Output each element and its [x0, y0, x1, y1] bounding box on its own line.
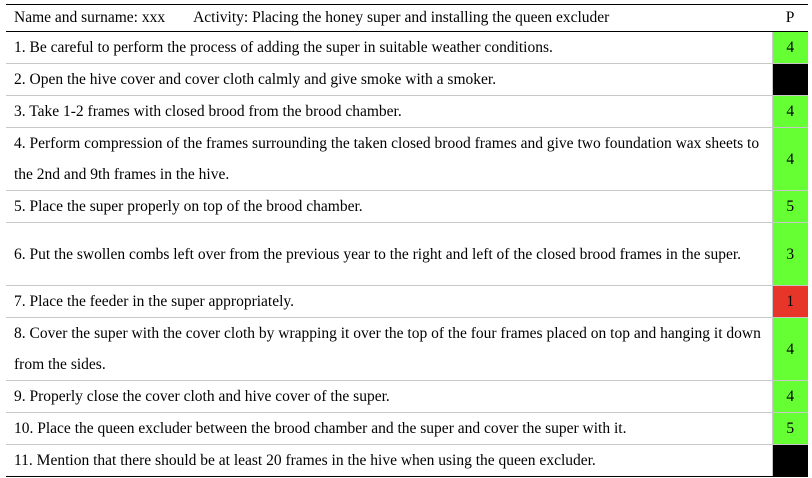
table-row — [6, 445, 808, 477]
activity-step-text: 7. Place the feeder in the super appropriately. — [6, 286, 772, 318]
name-label: Name and surname: xxx — [14, 9, 166, 26]
activity-label: Activity: Placing the honey super and installing the queen excluder — [193, 9, 610, 26]
activity-step-text: 8. Cover the super with the cover cloth by wrapping it over the top of the four frames placed on top and hanging it down from the sides. — [6, 318, 772, 381]
activity-step-text: 11. Mention that there should be at least 20 frames in the hive when using the queen excluder. — [6, 445, 772, 477]
table-row — [6, 128, 808, 191]
table-row — [6, 64, 808, 96]
activity-step-text: 1. Be careful to perform the process of adding the super in suitable weather conditions. — [6, 32, 772, 64]
score-cell: 5 — [772, 191, 808, 223]
score-cell — [772, 445, 808, 477]
table-row — [6, 286, 808, 318]
score-cell — [772, 64, 808, 96]
activity-step-text: 5. Place the super properly on top of the brood chamber. — [6, 191, 772, 223]
table-row — [6, 318, 808, 381]
activity-step-text: 9. Properly close the cover cloth and hive cover of the super. — [6, 381, 772, 413]
score-cell: 4 — [772, 96, 808, 128]
score-column-header: P — [772, 5, 808, 32]
activity-step-text: 2. Open the hive cover and cover cloth calmly and give smoke with a smoker. — [6, 64, 772, 96]
score-cell: 3 — [772, 223, 808, 286]
table-row — [6, 32, 808, 64]
score-cell: 1 — [772, 286, 808, 318]
table-row — [6, 223, 808, 286]
table-header-row — [6, 5, 808, 32]
activity-step-text: 10. Place the queen excluder between the brood chamber and the super and cover the super with it. — [6, 413, 772, 445]
activity-step-text: 3. Take 1-2 frames with closed brood from the brood chamber. — [6, 96, 772, 128]
score-cell: 5 — [772, 413, 808, 445]
evaluation-table — [6, 4, 808, 477]
score-cell: 4 — [772, 318, 808, 381]
table-row — [6, 191, 808, 223]
table-row — [6, 413, 808, 445]
table-row — [6, 96, 808, 128]
activity-step-text: 6. Put the swollen combs left over from the previous year to the right and left of the closed brood frames in the super. — [6, 223, 772, 286]
score-cell: 4 — [772, 381, 808, 413]
header-cell — [6, 5, 772, 32]
activity-step-text: 4. Perform compression of the frames surrounding the taken closed brood frames and give two foundation wax sheets to the 2nd and 9th frames in the hive. — [6, 128, 772, 191]
table-row — [6, 381, 808, 413]
score-cell: 4 — [772, 128, 808, 191]
score-cell: 4 — [772, 32, 808, 64]
